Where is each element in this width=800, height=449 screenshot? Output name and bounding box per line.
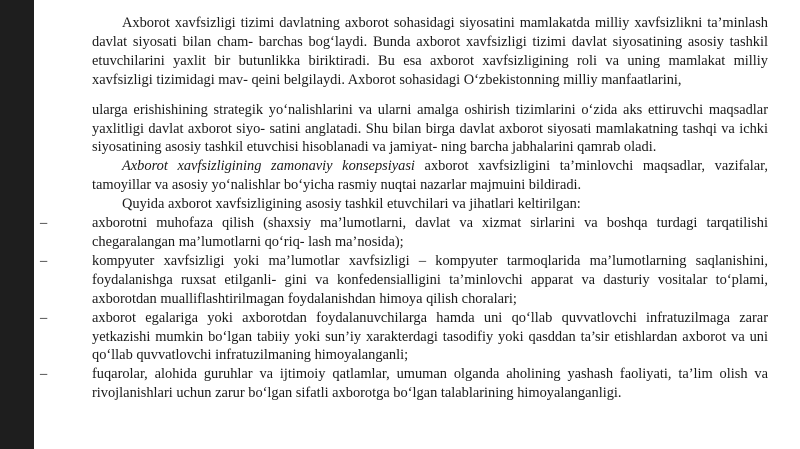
list-item-text: axborot egalariga yoki axborotdan foydalanuvchilarga hamda uni qo‘llab quvvatlovchi infratuzilmaga zarar yetkazishi mumkin bo‘lgan tabiiy yoki sun’iy xarakterdagi tasodifiy yoki qasddan ta’sir etishlardan axborot va uni qo‘llab quvvatlovchi infratuzilmaning himoyalanganli; [92, 309, 768, 364]
bullet-list [40, 214, 768, 403]
paragraph-4: Quyida axborot xavfsizligining asosiy tashkil etuvchilari va jihatlari keltirilgan: [122, 196, 581, 213]
paragraph-3-rest: axborot xavfsizligini ta’minlovchi maqsadlar, vazifalar, tamoyillar va asosiy yo‘nalishlar bo‘yicha rasmiy nuqtai nazarlar majmuini bildiradi. [92, 158, 768, 194]
dash-marker: – [40, 252, 48, 269]
list-item-text: fuqarolar, alohida guruhlar va ijtimoiy qatlamlar, umuman olganda aholining yashash faoliyati, ta’lim olish va rivojlanishlari uchun zarur bo‘lgan sifatli axborotga bo‘lgan talablarining himoyalanganligi. [92, 366, 768, 402]
list-item [40, 214, 768, 252]
concept-term: Axborot xavfsizligining zamonaviy konsepsiyasi [122, 158, 415, 175]
dash-marker: – [40, 309, 48, 326]
document-page [40, 14, 768, 403]
paragraph-2: ularga erishishining strategik yo‘nalishlarini va ularni amalga oshirish tizimlarini o‘zida aks ettiruvchi maqsadlar yaxlitligi davlat axborot siyo- satini anglatadi. Shu bilan birga davlat axborot siyosati mamlakatning tashqi va ichki siyosatining asosiy tashkil etuvchisi hisoblanadi va jamiyat- ning barcha jabhalarini qamrab oladi. [92, 101, 768, 156]
left-dark-bar [0, 0, 34, 449]
paragraph-3 [92, 157, 768, 195]
paragraph-1: Axborot xavfsizligi tizimi davlatning axborot sohasidagi siyosatini mamlakatda milliy xavfsizlikni ta’minlash davlat siyosati bilan cham- barchas bog‘laydi. Bunda axborot xavfsizligi tizimi davlat siyosatining asosiy tashkil etuvchilarini yaxlit bir butunlikka biriktiradi. Bu esa axborot xavfsizligining roli va uning mamlakat milliy xavfsizligi tizimidagi mav- qeini belgilaydi. Axborot sohasidagi O‘zbekistonning milliy manfaatlarini, [92, 15, 768, 88]
dash-marker: – [40, 366, 48, 383]
dash-marker: – [40, 215, 48, 232]
list-item-text: axborotni muhofaza qilish (shaxsiy ma’lumotlarni, davlat va xizmat sirlarini va boshqa turdagi tarqatilishi chegaralangan ma’lumotlarni qo‘riq- lash ma’nosida); [92, 215, 768, 250]
list-item [40, 365, 768, 403]
list-item-text: kompyuter xavfsizligi yoki ma’lumotlar xavfsizligi – kompyuter tarmoqlarida ma’lumotlarning saqlanishini, foydalanishga ruxsat etilganli- gini va konfedensialligini ta’minlovchi apparat va dasturiy vositalar to‘plami, axborotdan mualliflashtirilmagan foydalanishdan himoya qilish choralari; [92, 252, 768, 307]
list-item [40, 252, 768, 309]
list-item [40, 309, 768, 366]
